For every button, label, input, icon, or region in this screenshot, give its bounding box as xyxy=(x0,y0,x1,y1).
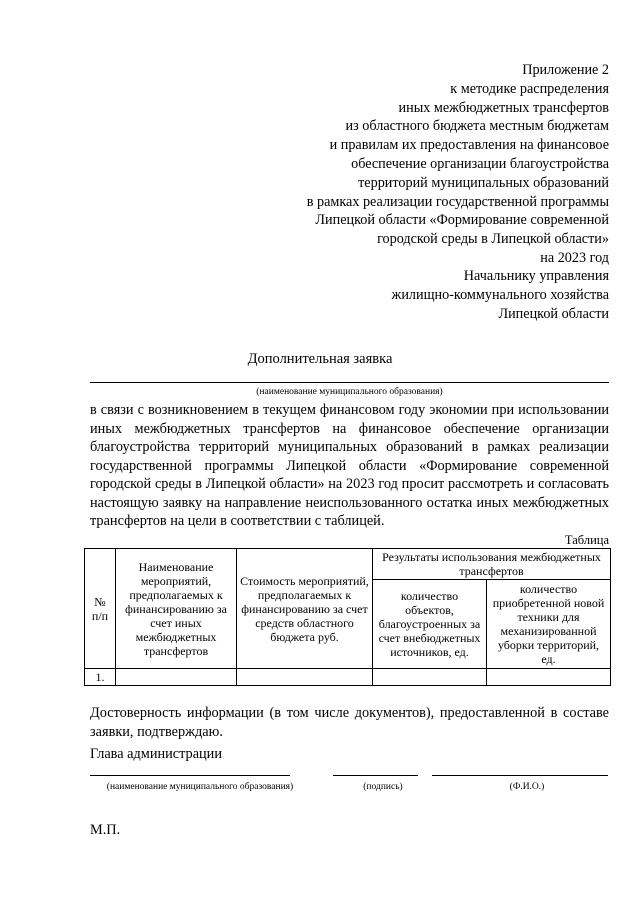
confirmation-text: Достоверность информации (в том числе документов), предоставленной в составе заявки, подтверждаю. xyxy=(90,705,609,740)
header-num: № п/п xyxy=(85,549,116,669)
stamp-place-label: М.П. xyxy=(90,822,121,838)
recipient-line: жилищно-коммунального хозяйства xyxy=(391,286,609,303)
signature-line xyxy=(333,775,418,776)
table-caption: Таблица xyxy=(564,533,609,547)
table-cell-cost[interactable] xyxy=(237,669,373,686)
header-objects: количество объектов, благоустроенных за счет внебюджетных источников, ед. xyxy=(373,580,487,669)
recipient-line: Начальнику управления xyxy=(463,268,609,284)
table-cell-objects[interactable] xyxy=(373,669,487,686)
signature-caption: (подпись) xyxy=(363,782,403,792)
appendix-line: иных межбюджетных трансфертов xyxy=(398,99,609,116)
header-results: Результаты использования межбюджетных трансфертов xyxy=(373,549,611,580)
appendix-header xyxy=(307,61,609,268)
recipient-line: Липецкой области xyxy=(498,305,609,322)
appendix-line: и правилам их предоставления на финансовое xyxy=(329,137,609,154)
appendix-line: на 2023 год xyxy=(540,249,609,266)
table-cell-num: 1. xyxy=(85,669,116,686)
table-cell-name[interactable] xyxy=(116,669,237,686)
table-cell-equipment[interactable] xyxy=(487,669,611,686)
recipient-block xyxy=(392,267,609,323)
municipality-signature-caption: (наименование муниципального образования) xyxy=(106,782,294,792)
appendix-line: к методике распределения xyxy=(450,80,609,97)
header-name: Наименование мероприятий, предполагаемых к финансированию за счет иных межбюджетных трансфертов xyxy=(116,549,237,669)
municipality-line xyxy=(90,382,609,383)
municipality-caption: (наименование муниципального образования) xyxy=(256,387,443,397)
request-body: в связи с возникновением в текущем финансовом году экономии при использовании иных межбюджетных трансфертов на финансовое обеспечение организации благоустройства территорий муниципальных образований в рамках реализации государственной программы Липецкой области «Формирование современной городской среды в Липецкой области» на 2023 год просит рассмотреть и согласовать настоящую заявку на направление неиспользованного остатка иных межбюджетных трансфертов на цели в соответствии с таблицей. xyxy=(90,402,609,529)
appendix-line: Приложение 2 xyxy=(522,62,609,78)
name-line xyxy=(432,775,608,776)
header-cost: Стоимость мероприятий, предполагаемых к финансированию за счет средств областного бюджета руб. xyxy=(237,549,373,669)
appendix-line: в рамках реализации государственной программы xyxy=(306,193,609,210)
request-table xyxy=(84,548,611,686)
appendix-line: обеспечение организации благоустройства xyxy=(351,155,609,172)
head-of-administration-label: Глава администрации xyxy=(90,746,222,762)
name-caption: (Ф.И.О.) xyxy=(509,782,545,792)
appendix-line: Липецкой области «Формирование современной xyxy=(315,212,609,229)
appendix-line: из областного бюджета местным бюджетам xyxy=(345,118,609,135)
document-title: Дополнительная заявка xyxy=(247,351,393,367)
appendix-line: территорий муниципальных образований xyxy=(358,174,609,191)
appendix-line: городской среды в Липецкой области» xyxy=(377,231,609,248)
header-equipment: количество приобретенной новой техники для механизированной уборки территорий, ед. xyxy=(487,580,611,669)
municipality-signature-line xyxy=(90,775,290,776)
